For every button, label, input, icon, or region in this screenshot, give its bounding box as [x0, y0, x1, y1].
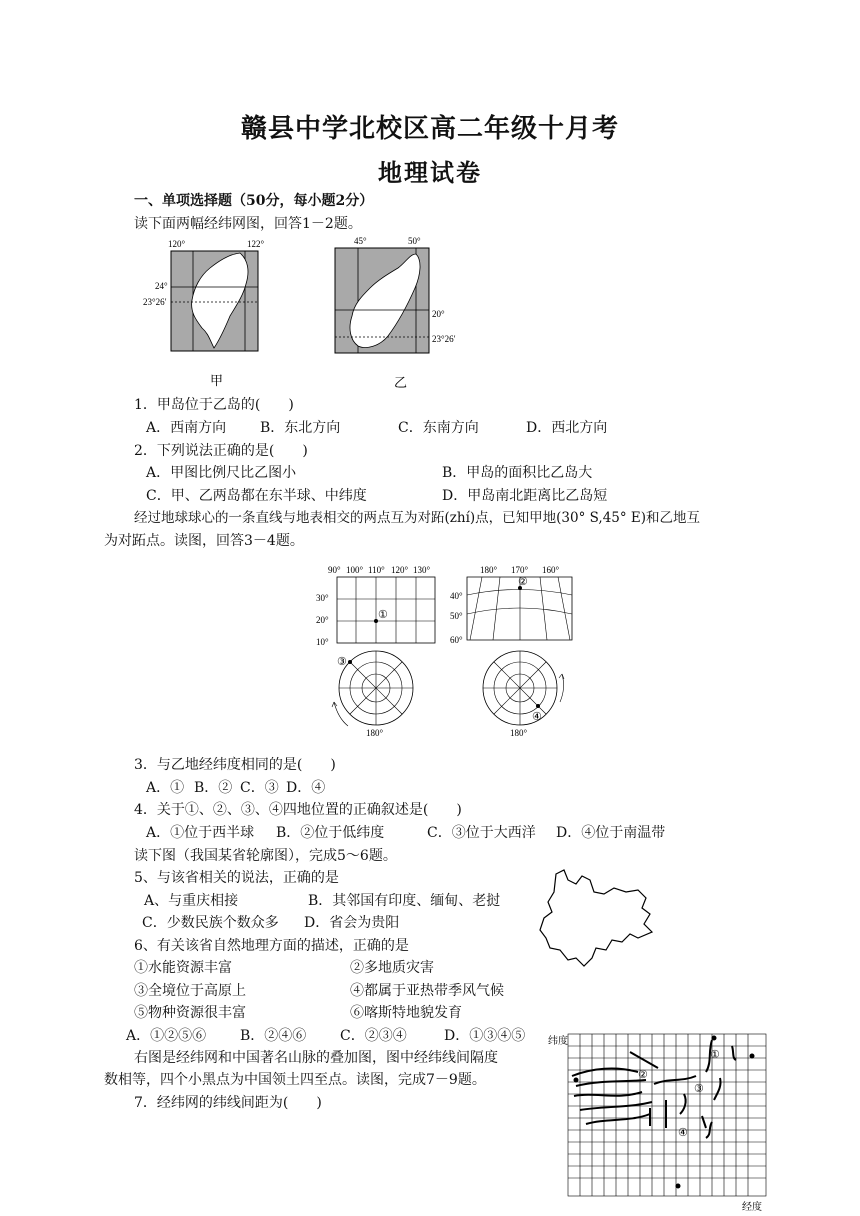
- q6-item-2: ②多地质灾害: [350, 960, 434, 976]
- q6-item-6: ⑥喀斯特地貌发育: [350, 1005, 462, 1021]
- island-maps-figure: [140, 236, 460, 396]
- low-latitude-grid: [316, 565, 435, 647]
- q2-option-d[interactable]: D．甲岛南北距离比乙岛短: [442, 488, 608, 504]
- q6-option-d[interactable]: D．①③④⑤: [444, 1028, 526, 1044]
- mountain-grid-figure: [546, 1030, 774, 1214]
- marker-1: ①: [378, 609, 388, 621]
- paper-title: 赣县中学北校区高二年级十月考: [240, 114, 619, 144]
- q3-option-d[interactable]: D．④: [286, 780, 326, 796]
- q5-stem: 5、与该省相关的说法，正确的是: [134, 870, 339, 886]
- svg-text:40°: 40°: [450, 591, 463, 601]
- yi-lon-right: 50°: [408, 236, 421, 246]
- svg-text:130°: 130°: [413, 565, 431, 575]
- jia-label: 甲: [210, 373, 224, 388]
- intro-1-2: 读下面两幅经纬网图，回答1－2题。: [134, 216, 362, 232]
- intro-7-9-line2: 数相等，四个小黑点为中国领土四至点。读图，完成7－9题。: [104, 1072, 486, 1088]
- q1-option-b[interactable]: B．东北方向: [260, 420, 341, 436]
- svg-text:180°: 180°: [480, 565, 498, 575]
- polar-map-left: [332, 651, 413, 738]
- svg-text:50°: 50°: [450, 611, 463, 621]
- svg-text:170°: 170°: [511, 565, 529, 575]
- svg-text:110°: 110°: [368, 565, 385, 575]
- antipode-figure: [310, 562, 600, 742]
- intro-5-6: 读下图（我国某省轮廓图），完成5～6题。: [134, 848, 397, 864]
- q1-option-c[interactable]: C．东南方向: [398, 420, 479, 436]
- mt-marker-1: ①: [710, 1049, 720, 1061]
- svg-text:120°: 120°: [391, 565, 409, 575]
- svg-text:180°: 180°: [510, 728, 528, 738]
- province-outline: [540, 870, 652, 966]
- marker-4: ④: [532, 711, 542, 723]
- polar-map-right: [483, 651, 564, 738]
- svg-text:90°: 90°: [328, 565, 341, 575]
- intro-3-4-line2: 为对跖点。读图，回答3－4题。: [104, 533, 304, 549]
- lat-axis-label: 纬度: [548, 1036, 568, 1047]
- marker-2: ②: [518, 576, 528, 588]
- q6-option-b[interactable]: B．②④⑥: [240, 1028, 307, 1044]
- mt-marker-2: ②: [638, 1069, 648, 1081]
- q3-option-a[interactable]: A．①: [146, 780, 185, 796]
- q2-stem: 2．下列说法正确的是( ): [134, 443, 308, 459]
- province-outline-figure: [534, 862, 674, 974]
- q2-option-b[interactable]: B．甲岛的面积比乙岛大: [442, 465, 593, 481]
- q5-option-b[interactable]: B．其邻国有印度、缅甸、老挝: [308, 893, 501, 909]
- mid-latitude-grid: [450, 565, 572, 645]
- jia-lat-b: 23°26′: [143, 297, 167, 307]
- intro-3-4-line1: 经过地球球心的一条直线与地表相交的两点互为对跖(zhí)点，已知甲地(30° S,45° E)和乙地互: [134, 510, 701, 526]
- q2-option-c[interactable]: C．甲、乙两岛都在东半球、中纬度: [146, 488, 367, 504]
- section-heading: 一、单项选择题（50分，每小题2分）: [134, 193, 374, 209]
- q6-item-5: ⑤物种资源很丰富: [134, 1005, 246, 1021]
- q4-option-b[interactable]: B．②位于低纬度: [276, 825, 385, 841]
- jia-lat-a: 24°: [155, 281, 168, 291]
- yi-map: [335, 236, 456, 390]
- q1-stem: 1．甲岛位于乙岛的( ): [134, 397, 294, 413]
- q5-option-c[interactable]: C．少数民族个数众多: [142, 915, 279, 931]
- q6-item-4: ④都属于亚热带季风气候: [350, 983, 504, 999]
- mt-marker-3: ③: [694, 1083, 704, 1095]
- q3-stem: 3．与乙地经纬度相同的是( ): [134, 757, 336, 773]
- svg-text:20°: 20°: [316, 615, 329, 625]
- yi-label: 乙: [394, 375, 408, 390]
- svg-text:100°: 100°: [346, 565, 364, 575]
- yi-lon-left: 45°: [354, 236, 367, 246]
- q5-option-d[interactable]: D．省会为贵阳: [304, 915, 400, 931]
- q6-option-c[interactable]: C．②③④: [340, 1028, 407, 1044]
- svg-text:160°: 160°: [542, 565, 560, 575]
- q4-option-d[interactable]: D．④位于南温带: [556, 825, 666, 841]
- lon-axis-label: 经度: [742, 1202, 762, 1213]
- q4-option-c[interactable]: C．③位于大西洋: [427, 825, 536, 841]
- q5-option-a[interactable]: A、与重庆相接: [144, 893, 239, 909]
- yi-lat-b: 23°26′: [432, 334, 456, 344]
- svg-text:30°: 30°: [316, 593, 329, 603]
- q2-option-a[interactable]: A．甲图比例尺比乙图小: [146, 465, 297, 481]
- jia-lon-left: 120°: [168, 239, 186, 249]
- q6-stem: 6、有关该省自然地理方面的描述，正确的是: [134, 938, 409, 954]
- q4-option-a[interactable]: A．①位于西半球: [146, 825, 255, 841]
- q3-option-c[interactable]: C．③: [240, 780, 279, 796]
- marker-3: ③: [337, 656, 347, 668]
- q4-stem: 4．关于①、②、③、④四地位置的正确叙述是( ): [134, 802, 462, 818]
- q1-option-d[interactable]: D．西北方向: [526, 420, 608, 436]
- q1-option-a[interactable]: A．西南方向: [146, 420, 227, 436]
- svg-text:180°: 180°: [366, 728, 384, 738]
- q6-item-1: ①水能资源丰富: [134, 960, 232, 976]
- q6-option-a[interactable]: A．①②⑤⑥: [126, 1028, 207, 1044]
- q3-option-b[interactable]: B．②: [194, 780, 233, 796]
- jia-map: [143, 239, 265, 388]
- mt-marker-4: ④: [678, 1127, 688, 1139]
- svg-text:60°: 60°: [450, 635, 463, 645]
- svg-text:10°: 10°: [316, 637, 329, 647]
- intro-7-9-line1: 右图是经纬网和中国著名山脉的叠加图，图中经纬线间隔度: [134, 1050, 498, 1066]
- jia-lon-right: 122°: [247, 239, 265, 249]
- paper-subtitle: 地理试卷: [378, 158, 482, 187]
- yi-lat-a: 20°: [432, 309, 445, 319]
- q6-item-3: ③全境位于高原上: [134, 983, 246, 999]
- q7-stem: 7．经纬网的纬线间距为( ): [134, 1095, 322, 1111]
